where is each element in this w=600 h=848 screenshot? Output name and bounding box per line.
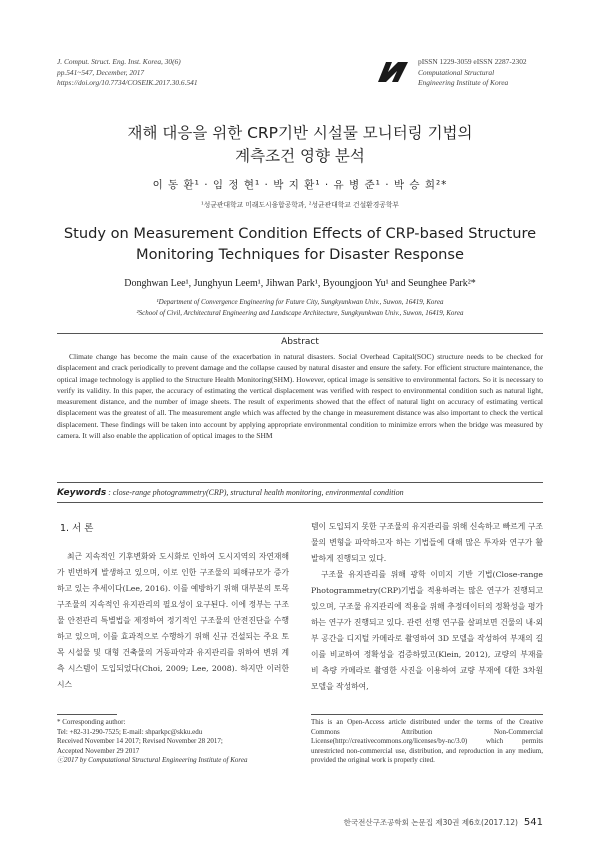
doi-link[interactable]: https://doi.org/10.7734/COSEIK.2017.30.6.541 [57,78,198,87]
footnote-rule-right [311,714,543,715]
issn-block [418,57,527,89]
abstract-bottom-rule [57,482,543,483]
body-column-right [311,519,543,695]
body-paragraph: 구조물 유지관리를 위해 광학 이미지 기반 기법(Close-range Photogrammetry(CRP)기법을 적용하려는 많은 연구가 진행되고 있으며, 구조물 유지관리에 적용을 위해 추정데이터의 정확성을 평가하는 연구가 진행되고 있다. 관련 선행 연구를 살펴보면 건물의 내·외부 공간을 디지털 카메라로 촬영하여 3D 모델을 작성하여 부재의 길이를 비교하여 정확성을 검증하였고(Klein, 2012), 교량의 부재를 비 측량 카메라로 촬영한 사진을 이용하여 교량 부재에 대한 3차원 모델을 작성하여, [311,570,543,691]
copyright: ⓒ2017 by Computational Structural Engineering Institute of Korea [57,756,248,765]
keywords-rule [57,502,543,503]
title-english-line: Monitoring Techniques for Disaster Response [136,245,464,263]
institute-name: Engineering Institute of Korea [418,78,509,87]
institute-name: Computational Structural [418,67,495,77]
keywords-text: : close-range photogrammetry(CRP), structural health monitoring, environmental condition [106,488,404,497]
section-title: 1. 서 론 [60,523,94,534]
footnote-rule-left [57,714,117,715]
title-korean-line: 재해 대응을 위한 CRP기반 시설물 모니터링 기법의 [127,124,473,142]
journal-line: pp.541~547, December, 2017 [57,67,145,77]
journal-citation [57,57,198,89]
corresponding-author: * Corresponding author: [57,718,126,726]
received-dates: Received November 14 2017; Revised November 28 2017; [57,737,223,746]
title-english [40,224,560,265]
journal-line: J. Comput. Struct. Eng. Inst. Korea, 30(6) [57,57,181,66]
authors-korean: 이 동 환¹ · 임 정 현¹ · 박 지 환¹ · 유 병 준¹ · 박 승 희²* [152,179,448,191]
keywords-label: Keywords [57,488,107,498]
issn: pISSN 1229-3059 eISSN 2287-2302 [418,57,527,66]
accepted-date: Accepted November 29 2017 [57,746,140,755]
title-korean-line: 계측조건 영향 분석 [235,147,365,165]
title-english-line: Study on Measurement Condition Effects of CRP-based Structure [63,225,537,242]
body-paragraph: 최근 지속적인 기후변화와 도시화로 인하여 도시지역의 자연재해가 빈번하게 발생하고 있으며, 이로 인한 구조물의 피해규모가 증가하고 있는 추세이다(Lee, 2016). 이를 예방하기 위해 대부분의 토목 구조물의 지속적인 유지관리의 필요성이 요구된다. 이에 정부는 구조물 안전관리 특별법을 제정하여 정기적인 구조물의 안전진단을 수행하고 있으며, 이를 효과적으로 수행하기 위해 신규 건설되는 주요 토목 시설물 및 대형 건축물의 거동파악과 유지관리를 위하여 변위 계측 시스템이 도입되었다(Choi, 2009; Lee, 2008). 하지만 이러한 시스 [57,552,289,689]
abstract-text: Climate change has become the main cause of the exacerbation in natural disasters. Social Overhead Capital(SOC) structure needs to be checked for displacement and crack periodically to prevent damage and the collapse caused by natural disaster and ensure the safety. For efficient structure maintenance, the optical image technology is applied to the Structure Health Monitoring(SHM). However, optical image is sensitive to environmental factors. So it is necessary to verify its validity. In this paper, the accuracy of estimating the vertical displacement was verified with respect to environmental condition such as natural light, measurement distance, and the number of image sheets. The result of experiments showed that the effect of natural light on accuracy of estimating vertical displacement was the greatest of all. The measurement angle which was affected by the change in measurement distance was also important to check the vertical displacement. These findings will be taken into account by applying appropriate environmental condition to minimize errors when the bridge was measured by camera. It will also enable the application of optical images to the SHM [57,352,543,441]
affiliation-line: ²School of Civil, Architectural Engineering and Landscape Architecture, Sungkyunkwan Univ., Suwon, 16419, Korea [136,308,464,317]
footnote-left [57,718,297,766]
affiliation-english [40,297,560,318]
affiliation-line: ¹Department of Convergence Engineering for Future City, Sungkyunkwan Univ., Suwon, 16419, Korea [156,298,444,306]
license-notice: This is an Open-Access article distributed under the terms of the Creative Commons Attribution Non-Commercial License(http://creativecommons.org/licenses/by-nc/3.0) which permits unrestricted non-commercial use, distribution, and reproduction in any medium, provided the original work is properly cited. [311,718,543,765]
page-number: 541 [523,817,543,828]
affiliation-korean: ¹성균관대학교 미래도시융합공학과, ²성균관대학교 건설환경공학부 [201,201,399,209]
institute-logo-icon [376,60,410,84]
contact-info: Tel: +82-31-290-7525; E-mail: shparkpc@skku.edu [57,727,203,736]
body-column-left [57,549,289,693]
page-footer [344,817,543,828]
keywords [57,488,543,498]
abstract-top-rule [57,333,543,334]
authors-english: Donghwan Lee¹, Junghyun Leem¹, Jihwan Park¹, Byoungjoon Yu¹ and Seunghee Park²* [124,278,476,289]
body-paragraph: 템이 도입되지 못한 구조물의 유지관리를 위해 신속하고 빠르게 구조물의 변형을 파악하고자 하는 기법들에 대해 많은 투자와 연구가 활발하게 진행되고 있다. [311,522,543,563]
footer-journal: 한국전산구조공학회 논문집 제30권 제6호(2017.12) [343,818,518,827]
title-korean [60,122,540,168]
abstract-heading: Abstract [281,337,319,347]
